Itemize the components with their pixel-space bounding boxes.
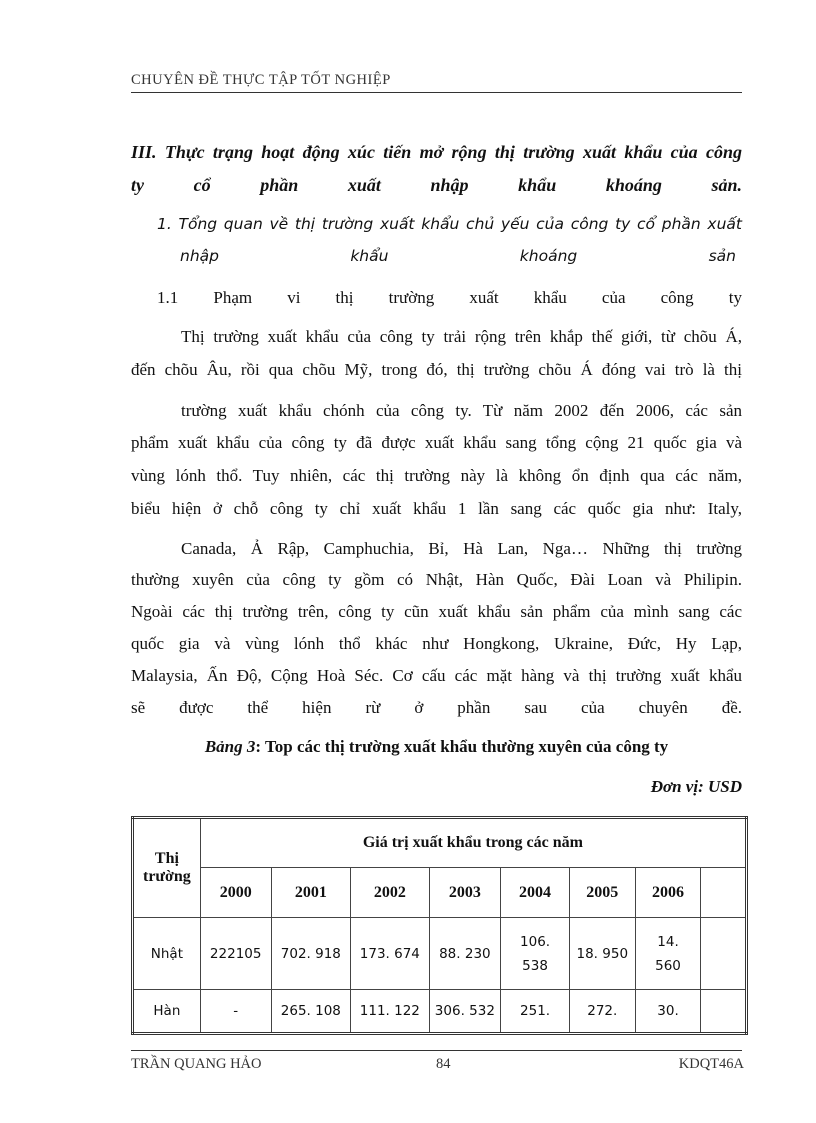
year-header: 2004 [501,868,570,918]
value-cell: - [200,990,271,1034]
value-cell: 251. [501,990,570,1034]
year-header: 2003 [429,868,501,918]
market-header-cell [133,818,201,918]
value-cell: 222105 [200,918,271,990]
table-caption-text: : Top các thị trường xuất khẩu thường xuyên của công ty [255,737,669,756]
paragraph3-line4: quốc gia và vùng lónh thổ khác như Hongkong, Ukraine, Đức, Hy Lạp, [131,634,742,653]
value-cell: 30. [635,990,701,1034]
paragraph2-line2: phẩm xuất khẩu của công ty đã được xuất khẩu sang tổng cộng 21 quốc gia và [131,433,742,452]
value-cell: 702. 918 [271,918,350,990]
paragraph1-line1: Thị trường xuất khẩu của công ty trải rộng trên khắp thế giới, từ chõu Á, [181,327,742,346]
section-heading-line1: III. Thực trạng hoạt động xúc tiến mở rộng thị trường xuất khẩu của công [131,142,742,162]
table-row [133,990,747,1034]
year-header: 2000 [200,868,271,918]
market-cell: Hàn [133,990,201,1034]
paragraph3-line1: Canada, Ả Rập, Camphuchia, Bỉ, Hà Lan, Nga… Những thị trường [181,539,742,558]
market-cell: Nhật [133,918,201,990]
value-cell: 111. 122 [351,990,430,1034]
market-header-line1: Thị [154,850,179,867]
paragraph3-line6: sẽ được thể hiện rừ ở phần sau của chuyên đề. [131,698,742,717]
header-divider [131,92,742,93]
value-cell: 265. 108 [271,990,350,1034]
paragraph2-line3: vùng lónh thổ. Tuy nhiên, các thị trường này là không ổn định qua các năm, [131,466,742,485]
page-header-title: CHUYÊN ĐỀ THỰC TẬP TỐT NGHIỆP [131,72,391,88]
paragraph3-line2: thường xuyên của công ty gồm có Nhật, Hàn Quốc, Đài Loan và Philipin. [131,570,742,589]
export-markets-table [131,816,748,1035]
value-cell: 18. 950 [569,918,635,990]
year-header: 2005 [569,868,635,918]
paragraph2-line4: biểu hiện ở chỗ công ty chỉ xuất khẩu 1 lần sang các quốc gia như: Italy, [131,499,742,518]
year-header: 2006 [635,868,701,918]
paragraph1-line2: đến chõu Âu, rồi qua chõu Mỹ, trong đó, thị trường chõu Á đóng vai trò là thị [131,360,742,379]
market-header-line2: trường [143,868,191,885]
value-cell: 106. 538 [501,918,570,990]
empty-header-cell [701,868,747,918]
value-cell: 272. [569,990,635,1034]
table-caption [131,737,742,757]
empty-cell [701,918,747,990]
subsection-heading-line2: nhập khẩu khoáng sản [180,247,736,265]
footer-author: TRẦN QUANG HẢO [131,1056,262,1072]
value-cell: 88. 230 [429,918,501,990]
footer-divider [131,1050,742,1051]
year-header: 2001 [271,868,350,918]
table-row [133,918,747,990]
year-header: 2002 [351,868,430,918]
subsection-heading-line1: 1. Tổng quan về thị trường xuất khẩu chủ yếu của công ty cổ phần xuất [157,215,742,233]
paragraph3-line3: Ngoài các thị trường trên, công ty cũn xuất khẩu sản phẩm của mình sang các [131,602,742,621]
value-cell: 14. 560 [635,918,701,990]
footer-class-code: KDQT46A [678,1056,744,1072]
subsubsection-heading: 1.1 Phạm vi thị trường xuất khẩu của công ty [157,288,742,307]
group-header: Giá trị xuất khẩu trong các năm [200,818,746,868]
value-cell: 173. 674 [351,918,430,990]
table-unit: Đơn vị: USD [650,777,742,796]
section-heading-line2: ty cổ phần xuất nhập khẩu khoáng sản. [131,175,742,195]
table-caption-label: Bảng 3 [204,737,256,756]
empty-cell [701,990,747,1034]
paragraph3-line5: Malaysia, Ấn Độ, Cộng Hoà Séc. Cơ cấu các mặt hàng và thị trường xuất khẩu [131,666,742,685]
value-cell: 306. 532 [429,990,501,1034]
page-number: 84 [436,1056,451,1072]
paragraph2-line1: trường xuất khẩu chónh của công ty. Từ năm 2002 đến 2006, các sản [181,401,742,420]
